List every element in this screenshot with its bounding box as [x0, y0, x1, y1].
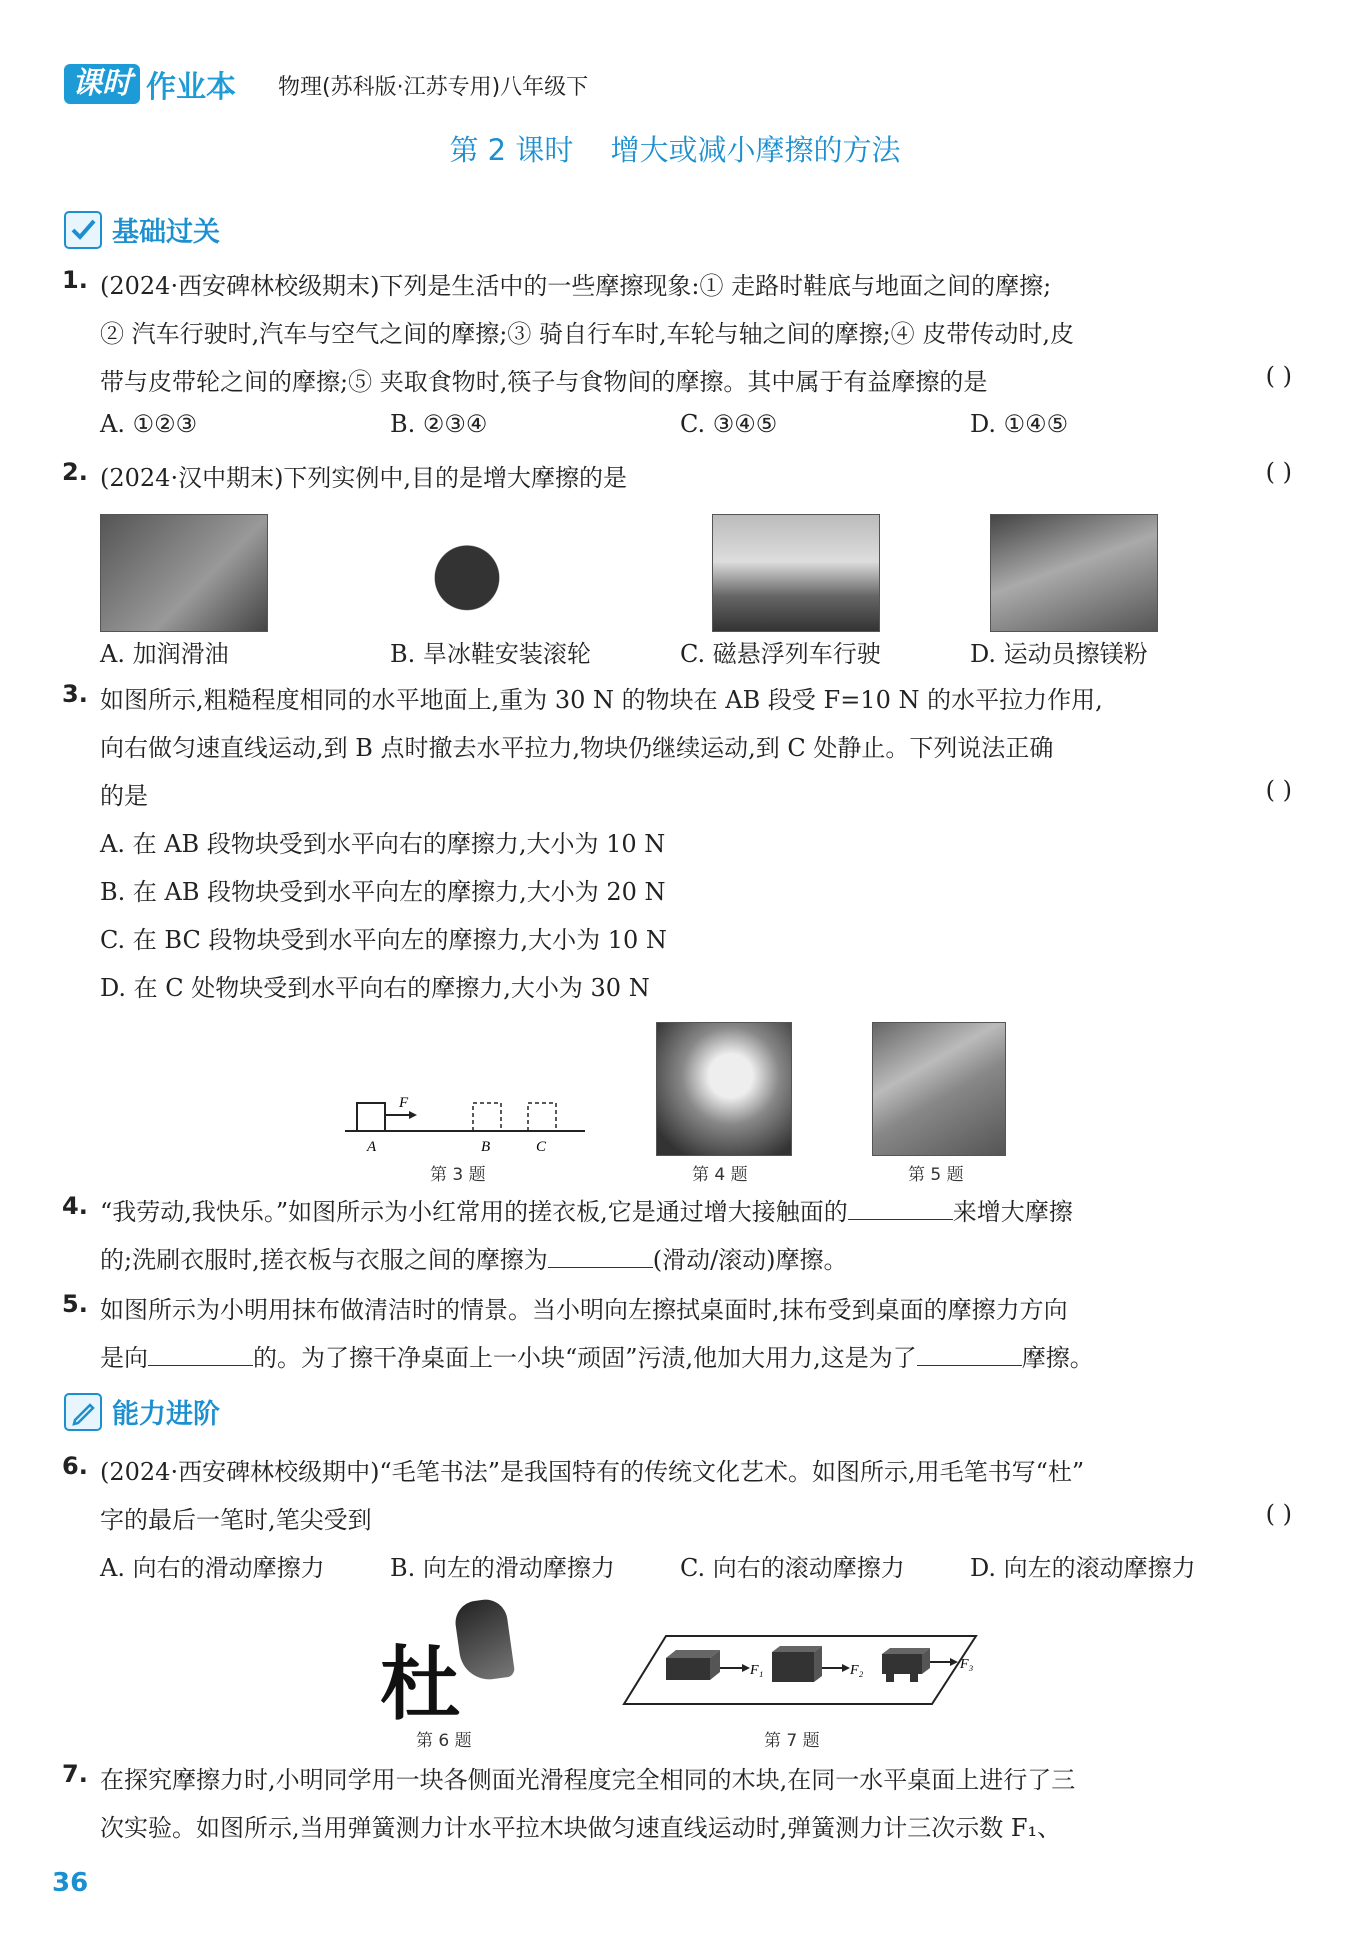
label-A: A: [367, 1139, 377, 1155]
option-c: C. ③④⑤: [680, 410, 778, 438]
figure-5-caption: 第 5 题: [908, 1165, 964, 1185]
photo-lubricating-oil: [100, 514, 268, 632]
question-text: 字的最后一笔时,笔尖受到: [100, 1506, 372, 1534]
block-2: [772, 1646, 822, 1682]
photo-roller-skate: [402, 514, 532, 630]
photo-magnesium-powder: [990, 514, 1158, 632]
block-3: [882, 1648, 930, 1682]
question-5: [62, 1290, 1292, 1386]
question-number: 5.: [62, 1290, 88, 1318]
arrow-head-2: [842, 1664, 850, 1672]
question-line: [100, 1338, 1094, 1373]
question-7: [62, 1760, 1292, 1856]
question-text: (2024·西安碑林校级期中)“毛笔书法”是我国特有的传统文化艺术。如图所示,用毛笔书写“杜”: [100, 1458, 1085, 1486]
option-d: D. 在 C 处物块受到水平向右的摩擦力,大小为 30 N: [100, 974, 650, 1002]
question-text: 是向: [100, 1344, 148, 1372]
question-text: 向右做匀速直线运动,到 B 点时撤去水平拉力,物块仍继续运动,到 C 处静止。下列说法正确: [100, 734, 1054, 762]
photo-washboard: [656, 1022, 792, 1156]
figure-6-calligraphy: [380, 1600, 520, 1731]
question-number: 1.: [62, 266, 88, 294]
label-B: B: [481, 1139, 491, 1155]
question-text: “我劳动,我快乐。”如图所示为小红常用的搓衣板,它是通过增大接触面的: [100, 1198, 848, 1226]
question-text: 来增大摩擦: [952, 1198, 1073, 1226]
question-text: 如图所示,粗糙程度相同的水平地面上,重为 30 N 的物块在 AB 段受 F=10 N 的水平拉力作用,: [100, 686, 1103, 714]
section-advanced: [64, 1392, 220, 1431]
block-dashed-c: [528, 1103, 556, 1131]
answer-blank[interactable]: [848, 1199, 953, 1220]
label-F3: F₃: [960, 1657, 974, 1672]
option-a: A. 在 AB 段物块受到水平向右的摩擦力,大小为 10 N: [100, 830, 666, 858]
logo-part-a: 课时: [64, 64, 140, 104]
question-line: [100, 1240, 848, 1275]
block-dashed-b: [473, 1103, 501, 1131]
lesson-part: 第 2 课时: [449, 133, 574, 167]
question-3: [62, 680, 1292, 1000]
question-text: 带与皮带轮之间的摩擦;⑤ 夹取食物时,筷子与食物间的摩擦。其中属于有益摩擦的是: [100, 368, 988, 396]
section-basic: [64, 210, 220, 249]
question-text: 的。为了擦干净桌面上一小块“顽固”污渍,他加大用力,这是为了: [253, 1344, 917, 1372]
section-basic-label: 基础过关: [112, 217, 220, 248]
option-c: C. 磁悬浮列车行驶: [680, 640, 881, 668]
option-b: B. ②③④: [390, 410, 488, 438]
label-F: F: [399, 1095, 409, 1111]
arrow-head-1: [742, 1664, 750, 1672]
question-text: 的;洗刷衣服时,搓衣板与衣服之间的摩擦为: [100, 1246, 548, 1274]
figure-3-diagram: [345, 1085, 595, 1155]
figure-7-diagram: [620, 1628, 990, 1718]
figure-4-caption: 第 4 题: [692, 1165, 748, 1185]
question-number: 3.: [62, 680, 88, 708]
pencil-icon: [64, 1393, 102, 1431]
question-2: [62, 458, 1292, 688]
question-number: 4.: [62, 1192, 88, 1220]
brand-logo: [64, 64, 236, 104]
answer-bracket: ( ): [1265, 362, 1292, 390]
lesson-name: 增大或减小摩擦的方法: [610, 133, 901, 167]
figure-6-caption: 第 6 题: [416, 1731, 472, 1751]
page-number: 36: [52, 1868, 89, 1898]
question-number: 2.: [62, 458, 88, 486]
hand-brush: [453, 1597, 516, 1683]
photo-maglev-train: [712, 514, 880, 632]
question-4: [62, 1192, 1292, 1288]
answer-bracket: ( ): [1265, 1500, 1292, 1528]
lesson-title: [0, 128, 1350, 169]
question-1: [62, 266, 1292, 466]
label-C: C: [536, 1139, 547, 1155]
option-c: C. 向右的滚动摩擦力: [680, 1554, 905, 1582]
option-b: B. 旱冰鞋安装滚轮: [390, 640, 591, 668]
question-text: 的是: [100, 782, 148, 810]
option-a: A. 向右的滑动摩擦力: [100, 1554, 325, 1582]
answer-bracket: ( ): [1265, 776, 1292, 804]
option-c: C. 在 BC 段物块受到水平向左的摩擦力,大小为 10 N: [100, 926, 667, 954]
block-solid: [357, 1103, 385, 1131]
option-a: A. 加润滑油: [100, 640, 229, 668]
question-text: 次实验。如图所示,当用弹簧测力计水平拉木块做匀速直线运动时,弹簧测力计三次示数 F₁、: [100, 1814, 1062, 1842]
question-text: ② 汽车行驶时,汽车与空气之间的摩擦;③ 骑自行车时,车轮与轴之间的摩擦;④ 皮带传动时,皮: [100, 320, 1074, 348]
question-text: 摩擦。: [1021, 1344, 1094, 1372]
question-text: (滑动/滚动)摩擦。: [652, 1246, 848, 1274]
label-F2: F₂: [850, 1663, 864, 1678]
option-b: B. 在 AB 段物块受到水平向左的摩擦力,大小为 20 N: [100, 878, 666, 906]
answer-blank[interactable]: [917, 1345, 1022, 1366]
checkmark-icon: [64, 211, 102, 249]
label-F1: F₁: [750, 1663, 764, 1678]
question-number: 7.: [62, 1760, 88, 1788]
question-line: [100, 1192, 1073, 1227]
figure-3-caption: 第 3 题: [430, 1165, 486, 1185]
question-6: [62, 1452, 1292, 1602]
question-text: (2024·西安碑林校级期末)下列是生活中的一些摩擦现象:① 走路时鞋底与地面之间的摩擦;: [100, 272, 1052, 300]
answer-blank[interactable]: [548, 1247, 653, 1268]
block-1: [666, 1650, 720, 1680]
option-d: D. ①④⑤: [970, 410, 1069, 438]
question-text: 在探究摩擦力时,小明同学用一块各侧面光滑程度完全相同的木块,在同一水平桌面上进行了三: [100, 1766, 1076, 1794]
logo-part-b: 作业本: [146, 70, 236, 105]
question-text: (2024·汉中期末)下列实例中,目的是增大摩擦的是: [100, 464, 628, 492]
book-subtitle: 物理(苏科版·江苏专用)八年级下: [278, 75, 589, 100]
option-d: D. 运动员擦镁粉: [970, 640, 1148, 668]
calligraphy-character: 杜: [380, 1637, 460, 1731]
figure-7-caption: 第 7 题: [764, 1731, 820, 1751]
option-b: B. 向左的滑动摩擦力: [390, 1554, 615, 1582]
question-number: 6.: [62, 1452, 88, 1480]
question-text: 如图所示为小明用抹布做清洁时的情景。当小明向左擦拭桌面时,抹布受到桌面的摩擦力方向: [100, 1296, 1068, 1324]
arrow-head: [409, 1111, 417, 1119]
option-a: A. ①②③: [100, 410, 198, 438]
photo-cleaning-cloth: [872, 1022, 1006, 1156]
section-advanced-label: 能力进阶: [112, 1399, 220, 1430]
answer-bracket: ( ): [1265, 458, 1292, 486]
option-d: D. 向左的滚动摩擦力: [970, 1554, 1196, 1582]
answer-blank[interactable]: [148, 1345, 253, 1366]
